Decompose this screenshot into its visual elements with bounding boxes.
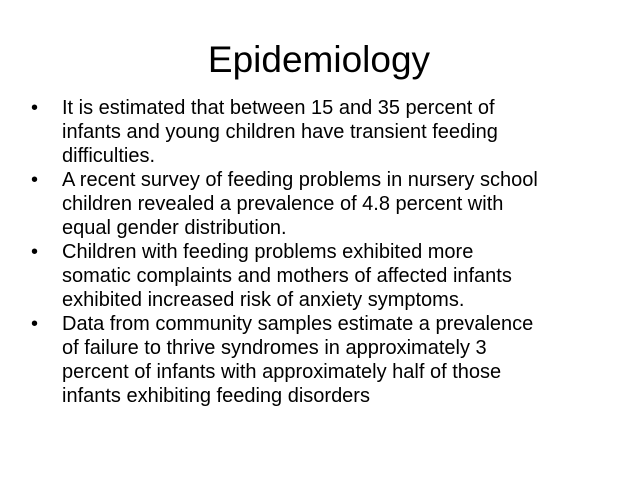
bullet-line: somatic complaints and mothers of affected infants — [62, 265, 512, 287]
bullet-item — [31, 96, 616, 168]
bullet-line: of failure to thrive syndromes in approximately 3 — [62, 337, 487, 359]
bullet-list — [31, 96, 616, 408]
bullet-marker: • — [31, 241, 39, 263]
bullet-item — [31, 312, 616, 408]
bullet-marker: • — [31, 313, 39, 335]
bullet-line: Children with feeding problems exhibited more — [62, 241, 474, 263]
bullet-line: difficulties. — [62, 145, 156, 167]
bullet-line: infants and young children have transient feeding — [62, 121, 498, 143]
bullet-line: Data from community samples estimate a prevalence — [62, 313, 534, 335]
bullet-marker: • — [31, 169, 39, 191]
bullet-item — [31, 168, 616, 240]
bullet-line: infants exhibiting feeding disorders — [62, 385, 370, 407]
bullet-line: equal gender distribution. — [62, 217, 287, 239]
bullet-line: percent of infants with approximately half of those — [62, 361, 502, 383]
bullet-line: It is estimated that between 15 and 35 percent of — [62, 97, 495, 119]
slide-title: Epidemiology — [207, 39, 431, 80]
bullet-line: children revealed a prevalence of 4.8 percent with — [62, 193, 504, 215]
bullet-item — [31, 240, 616, 312]
bullet-line: A recent survey of feeding problems in nursery school — [62, 169, 538, 191]
bullet-line: exhibited increased risk of anxiety symptoms. — [62, 289, 465, 311]
bullet-marker: • — [31, 97, 39, 119]
